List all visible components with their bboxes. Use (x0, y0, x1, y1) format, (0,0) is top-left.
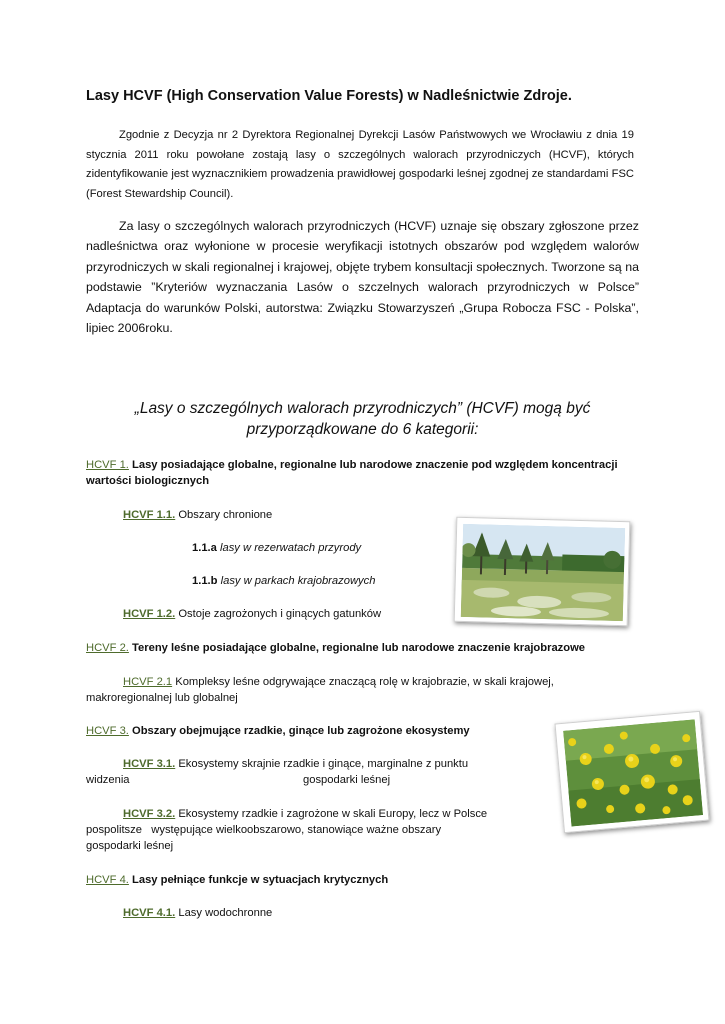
hcvf1-1-code: HCVF 1.1. (123, 509, 176, 521)
hcvf1-1a-entry (192, 540, 361, 557)
hcvf4-1-text: Lasy wodochronne (178, 907, 273, 919)
hcvf3-1-text-line2b: gospodarki leśnej (303, 774, 391, 786)
hcvf1-1b-text: lasy w parkach krajobrazowych (220, 575, 376, 587)
hcvf4-entry (86, 872, 388, 889)
hcvf2-text: Tereny leśne posiadające globalne, regionalne lub narodowe znaczenie krajobrazowe (132, 642, 586, 654)
hcvf1-text-line2: wartości biologicznych (86, 475, 210, 487)
hcvf3-2-code: HCVF 3.2. (123, 808, 176, 820)
hcvf2-1-entry (123, 674, 554, 691)
hcvf2-1-code: HCVF 2.1 (123, 676, 173, 688)
intro-paragraph (86, 126, 634, 204)
hcvf3-1-code: HCVF 3.1. (123, 758, 176, 770)
bog-landscape-photo (454, 517, 631, 627)
hcvf3-2-entry (123, 806, 487, 823)
hcvf3-2-text-line3: gospodarki leśnej (86, 840, 174, 852)
hcvf4-code: HCVF 4. (86, 874, 129, 886)
hcvf1-1a-code: 1.1.a (192, 542, 217, 554)
intro-text: Zgodnie z Decyzja nr 2 Dyrektora Regionalnej Dyrekcji Lasów Państwowych we Wrocławiu z dnia 19 stycznia 2011 roku powołane zostają lasy o szczególnych walorach przyrodniczych (HCVF), których zidentyfikowanie jest wyznacznikiem prowadzenia prawidłowej gospodarki leśnej zgodnej ze standardami FSC (Forest Stewardship Council). (86, 129, 634, 200)
globeflower-meadow-photo (554, 711, 709, 833)
hcvf3-1-entry (123, 756, 468, 773)
document-title: Lasy HCVF (High Conservation Value Forests) w Nadleśnictwie Zdroje. (86, 88, 572, 104)
hcvf1-2-text: Ostoje zagrożonych i ginących gatunków (178, 608, 382, 620)
hcvf3-1-text-line1: Ekosystemy skrajnie rzadkie i ginące, marginalne z punktu (178, 758, 469, 770)
hcvf1-2-code: HCVF 1.2. (123, 608, 176, 620)
hcvf2-entry (86, 640, 656, 657)
hcvf1-1b-entry (192, 573, 375, 590)
hcvf3-code: HCVF 3. (86, 725, 129, 737)
definition-paragraph (86, 216, 639, 338)
heading-line-1: „Lasy o szczególnych walorach przyrodniczych” (HCVF) mogą być (134, 400, 591, 417)
hcvf2-code: HCVF 2. (86, 642, 129, 654)
hcvf3-2-text-line1: Ekosystemy rzadkie i zagrożone w skali Europy, lecz w Polsce (178, 808, 488, 820)
hcvf1-text-line1: Lasy posiadające globalne, regionalne lub narodowe znaczenie pod względem koncentracji (132, 459, 618, 471)
hcvf4-text: Lasy pełniące funkcje w sytuacjach krytycznych (132, 874, 389, 886)
hcvf3-entry (86, 723, 470, 740)
categories-heading (86, 398, 639, 440)
globeflower-meadow-image (563, 719, 703, 826)
hcvf1-2-entry (123, 606, 381, 623)
hcvf3-2-text-line2: pospolitsze występujące wielkoobszarowo, stanowiące ważne obszary (86, 824, 442, 836)
hcvf1-1-text: Obszary chronione (178, 509, 273, 521)
hcvf3-1-text-line2a: widzenia (86, 774, 130, 786)
hcvf1-1a-text: lasy w rezerwatach przyrody (220, 542, 362, 554)
hcvf4-1-entry (123, 905, 272, 922)
hcvf2-1-text-line2: makroregionalnej lub globalnej (86, 692, 238, 704)
hcvf1-1b-code: 1.1.b (192, 575, 218, 587)
bog-landscape-image (461, 524, 625, 621)
hcvf4-1-code: HCVF 4.1. (123, 907, 176, 919)
definition-text: Za lasy o szczególnych walorach przyrodniczych (HCVF) uznaje się obszary zgłoszone przez nadleśnictwa oraz wyłonione w procesie weryfikacji istotnych obszarów pod względem walorów przyrodniczych w skali regionalnej i krajowej, objęte trybem konsultacji społecznych. Tworzone są na podstawie ”Kryteriów wyznaczania Lasów o szczelnych walorach przyrodniczych w Polsce” Adaptacja do warunków Polski, autorstwa: Związku Stowarzyszeń „Grupa Robocza FSC - Polska”, lipiec 2006roku. (86, 219, 639, 336)
hcvf1-1-entry (123, 507, 272, 524)
heading-line-2: przyporządkowane do 6 kategorii: (246, 421, 479, 438)
hcvf1-code: HCVF 1. (86, 459, 129, 471)
hcvf2-1-text-line1: Kompleksy leśne odgrywające znaczącą rolę w krajobrazie, w skali krajowej, (175, 676, 554, 688)
hcvf1-entry (86, 457, 646, 474)
hcvf3-text: Obszary obejmujące rzadkie, ginące lub zagrożone ekosystemy (132, 725, 470, 737)
